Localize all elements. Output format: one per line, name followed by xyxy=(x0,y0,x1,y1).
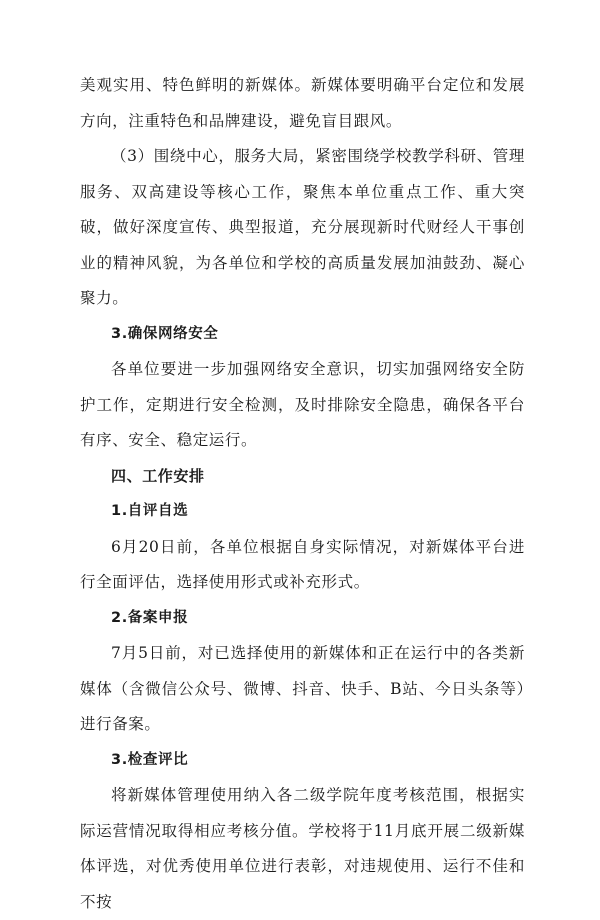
paragraph-item-3: （3）围绕中心，服务大局，紧密围绕学校教学科研、管理服务、双高建设等核心工作，聚焦本单位重点工作、重大突破，做好深度宣传、典型报道，充分展现新时代财经人干事创业的精神风貌，为各单位和学校的高质量发展加油鼓劲、凝心聚力。 xyxy=(80,147,525,307)
paragraph-inspection: 将新媒体管理使用纳入各二级学院年度考核范围，根据实际运营情况取得相应考核分值。学校将于11月底开展二级新媒体评选，对优秀使用单位进行表彰，对违规使用、运行不佳和不按 xyxy=(80,786,525,911)
subheading-filing: 2.备案申报 xyxy=(111,609,189,626)
subheading-network-security: 3.确保网络安全 xyxy=(111,325,219,342)
paragraph-filing: 7月5日前，对已选择使用的新媒体和正在运行中的各类新媒体（含微信公众号、微博、抖音、快手、B站、今日头条等）进行备案。 xyxy=(80,644,525,733)
paragraph-network-security: 各单位要进一步加强网络安全意识，切实加强网络安全防护工作，定期进行安全检测，及时排除安全隐患，确保各平台有序、安全、稳定运行。 xyxy=(80,360,525,449)
paragraph-self-evaluation: 6月20日前，各单位根据自身实际情况，对新媒体平台进行全面评估，选择使用形式或补充形式。 xyxy=(80,537,525,591)
section-heading-work-arrangement: 四、工作安排 xyxy=(111,466,205,485)
paragraph-continuation: 美观实用、特色鲜明的新媒体。新媒体要明确平台定位和发展方向，注重特色和品牌建设，避免盲目跟风。 xyxy=(80,76,525,130)
subheading-inspection: 3.检查评比 xyxy=(111,751,189,768)
document-page xyxy=(80,68,525,920)
subheading-self-evaluation: 1.自评自选 xyxy=(111,503,189,519)
